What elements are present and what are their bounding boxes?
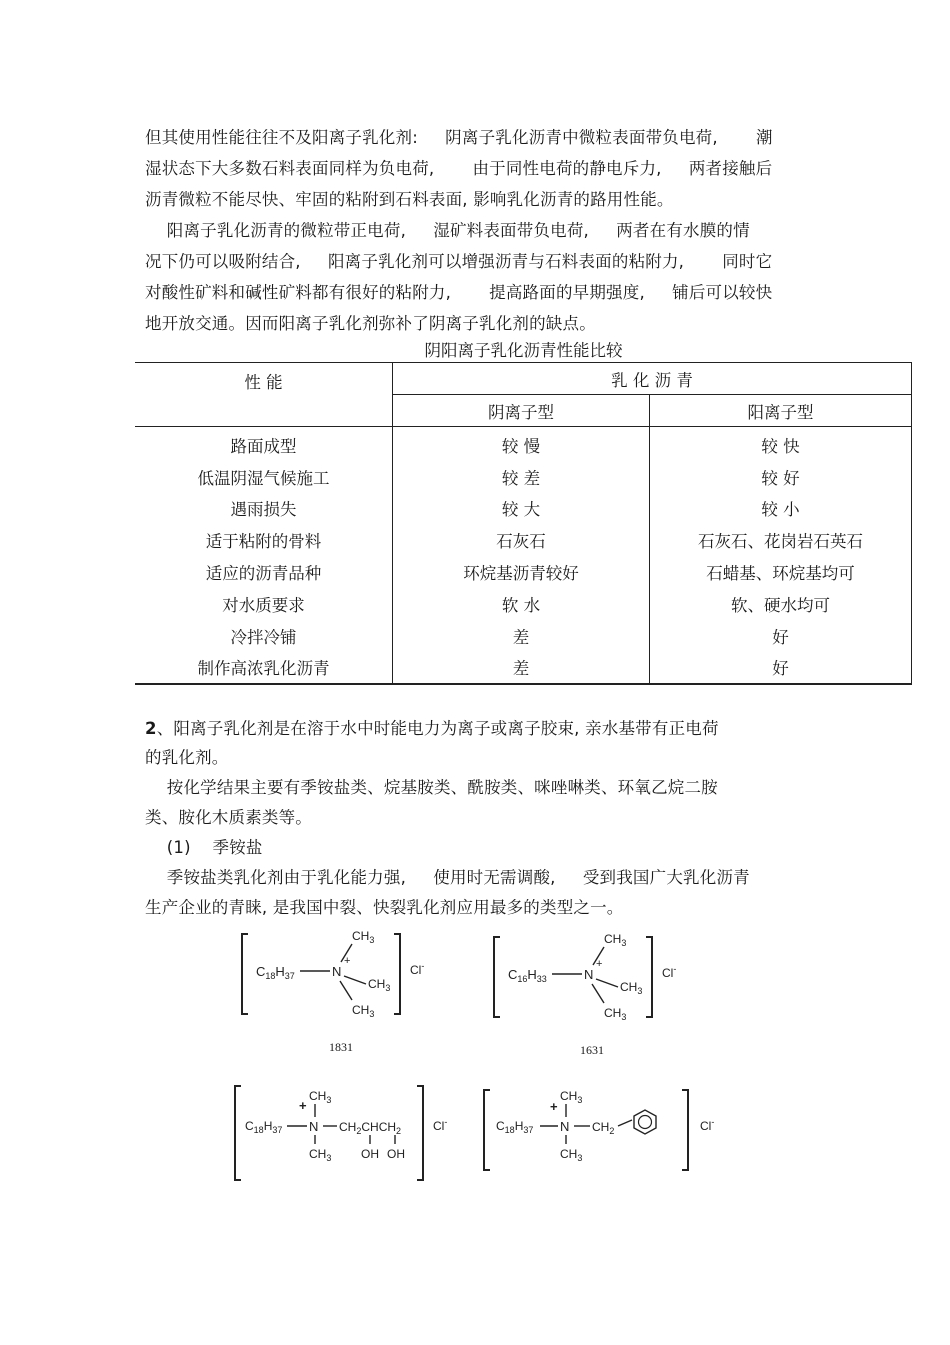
table-row [135,588,912,620]
cell-cationic: 较 好 [649,461,911,493]
svg-text:CH2CHCH2: $CH_2CHCH_2$ [339,1120,402,1136]
cell-anionic: 差 [392,620,649,652]
svg-text:+: + [299,1098,307,1113]
svg-text:N: N [560,1119,570,1134]
svg-text:C18H37: $C_{18}H_{37}$ [496,1119,534,1135]
cell-cationic: 石蜡基、环烷基均可 [649,556,911,588]
structure-label: 1831 [329,1040,353,1054]
section2-line5: (1) 季铵盐 [145,838,263,857]
cell-performance: 适应的沥青品种 [205,564,322,584]
svg-text:+: + [596,958,603,970]
paragraph-line: 地开放交通。因而阳离子乳化剂弥补了阴离子乳化剂的缺点。 [145,314,596,333]
quaternary-ammonium-structure-icon [233,1080,473,1185]
structure-diol [233,1080,473,1189]
svg-text:N: N [332,964,342,979]
cell-anionic: 软 水 [392,588,649,620]
cell-cationic: 好 [649,620,911,652]
header-emulsion: 乳 化 沥 青 [392,363,911,395]
svg-text:C16H33: $C_{16}H_{33}$ [508,967,547,984]
header-performance: 性 能 [135,363,392,427]
cell-anionic: 差 [392,652,649,685]
cell-anionic: 较 差 [392,461,649,493]
svg-text:Cl-: Cl- [410,961,425,977]
cell-anionic: 较 慢 [392,427,649,461]
svg-text:+: + [344,955,351,967]
table-row [135,427,912,461]
svg-text:CH3: $CH_3$ [309,1147,332,1163]
svg-text:+: + [550,1099,558,1114]
svg-text:OH: OH [361,1147,379,1161]
cell-cationic: 石灰石、花岗岩石英石 [649,524,911,556]
svg-text:Cl-: Cl- [700,1117,715,1133]
svg-text:CH3: $CH_3$ [309,1089,332,1105]
cell-cationic: 好 [649,652,911,685]
structure-label: 1631 [580,1043,604,1057]
section2-line3: 按化学结果主要有季铵盐类、烷基胺类、酰胺类、咪唑啉类、环氧乙烷二胺 [145,778,718,797]
paragraph-line: 沥青微粒不能尽快、牢固的粘附到石料表面, 影响乳化沥青的路用性能。 [145,190,674,209]
section2-line7: 生产企业的青睐, 是我国中裂、快裂乳化剂应用最多的类型之一。 [145,898,624,917]
comparison-table [135,362,912,685]
svg-text:N: N [309,1119,319,1134]
svg-text:CH3: $CH_3$ [620,980,643,996]
svg-text:CH3: $CH_3$ [352,929,375,945]
table-row [135,620,912,652]
svg-text:OH: OH [387,1147,405,1161]
table-row [135,652,912,685]
section2-line6: 季铵盐类乳化剂由于乳化能力强, 使用时无需调酸, 受到我国广大乳化沥青 [145,868,750,887]
section2-line2: 的乳化剂。 [145,748,229,767]
cell-anionic: 石灰石 [392,524,649,556]
quaternary-ammonium-structure-icon [240,926,440,1021]
structure-1631 [492,929,692,1028]
quaternary-ammonium-structure-icon [482,1084,722,1179]
cell-performance: 适于粘附的骨料 [205,532,322,552]
paragraph-line: 湿状态下大多数石料表面同样为负电荷, 由于同性电荷的静电斥力, 两者接触后 [145,159,773,178]
svg-text:C18H37: $C_{18}H_{37}$ [256,964,295,981]
svg-text:Cl-: Cl- [662,964,677,980]
paragraph-line: 况下仍可以吸附结合, 阳离子乳化剂可以增强沥青与石料表面的粘附力, 同时它 [145,252,773,271]
svg-text:CH3: $CH_3$ [368,977,391,993]
header-cationic: 阳离子型 [649,395,911,427]
section2-text: 、阳离子乳化剂是在溶于水中时能电力为离子或离子胶束, 亲水基带有正电荷 [156,719,719,738]
paragraph-line: 对酸性矿料和碱性矿料都有很好的粘附力, 提高路面的早期强度, 铺后可以较快 [145,283,773,302]
cell-performance: 制作高浓乳化沥青 [135,652,392,685]
paragraph-line: 阳离子乳化沥青的微粒带正电荷, 湿矿料表面带负电荷, 两者在有水膜的情 [145,221,750,240]
structure-benzyl [482,1084,722,1183]
section2-line1 [145,715,719,739]
svg-text:CH3: $CH_3$ [560,1147,583,1163]
cell-cationic: 软、硬水均可 [649,588,911,620]
cell-performance: 低温阴湿气候施工 [197,468,330,488]
svg-text:C18H37: $C_{18}H_{37}$ [245,1119,283,1135]
cell-cationic: 较 快 [649,427,911,461]
cell-performance: 遇雨损失 [230,500,297,520]
cell-performance: 路面成型 [230,436,297,456]
section-number: 2 [145,719,157,738]
header-anionic: 阴离子型 [392,395,649,427]
table-row [135,461,912,493]
table-row [135,524,912,556]
svg-text:CH3: $CH_3$ [560,1089,583,1105]
svg-text:CH3: $CH_3$ [352,1003,375,1019]
table-row [135,493,912,525]
structure-1831 [240,926,440,1025]
svg-text:CH3: $CH_3$ [604,932,627,948]
svg-text:CH3: $CH_3$ [604,1006,627,1022]
quaternary-ammonium-structure-icon [492,929,692,1024]
cell-cationic: 较 小 [649,493,911,525]
cell-performance: 冷拌冷铺 [230,627,297,647]
table-row [135,556,912,588]
svg-text:CH2: $CH_2$ [592,1120,615,1136]
cell-anionic: 较 大 [392,493,649,525]
svg-text:Cl-: Cl- [433,1117,448,1133]
cell-anionic: 环烷基沥青较好 [392,556,649,588]
cell-performance: 对水质要求 [222,595,305,615]
table-caption: 阴阳离子乳化沥青性能比较 [424,341,623,360]
section2-line4: 类、胺化木质素类等。 [145,808,312,827]
paragraph-line: 但其使用性能往往不及阳离子乳化剂: 阴离子乳化沥青中微粒表面带负电荷, 潮 [145,128,773,147]
svg-text:N: N [584,967,594,982]
